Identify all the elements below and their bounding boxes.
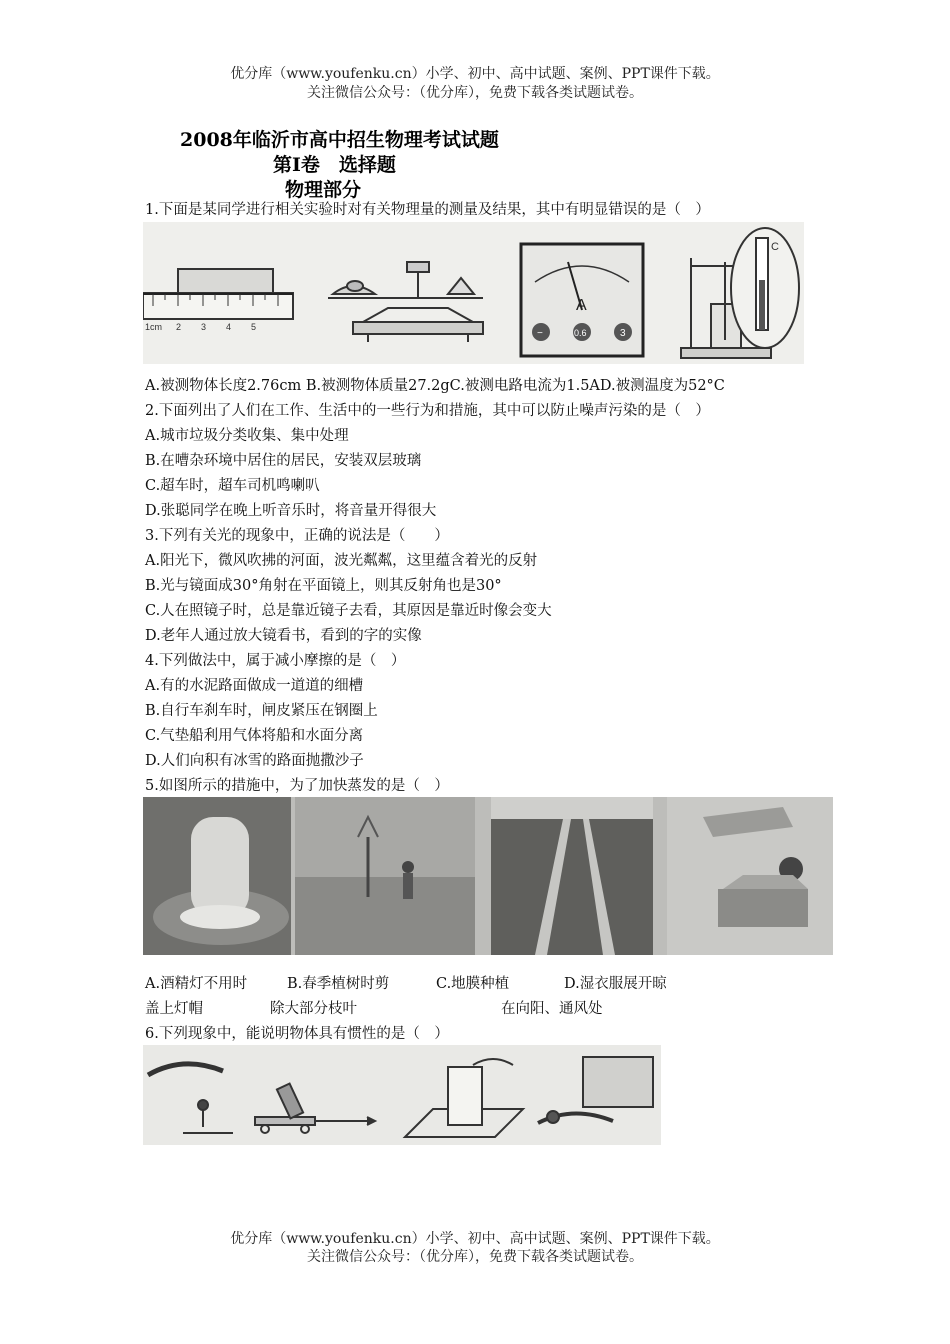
q5-option-a-line1: A.酒精灯不用时 (145, 976, 248, 992)
ammeter-terminal-label: − (537, 328, 543, 339)
q2-option-b: B.在嘈杂环境中居住的居民，安装双层玻璃 (145, 453, 422, 469)
q5-option-b-line1: B.春季植树时剪 (287, 976, 390, 992)
balance-drawing (328, 262, 483, 342)
q2-stem: 2.下面列出了人们在工作、生活中的一些行为和措施，其中可以防止噪声污染的是（ ） (145, 403, 710, 419)
q5-option-a-line2: 盖上灯帽 (145, 1001, 203, 1017)
photo-tree-planting (295, 797, 475, 955)
ammeter-unit-label: A (576, 297, 587, 314)
inertia-scene-2-cart (255, 1084, 375, 1133)
page-header-line-2: 关注微信公众号：（优分库），免费下载各类试题试卷。 (307, 85, 643, 101)
inertia-scene-3-cup (405, 1059, 523, 1137)
inertia-scene-4 (538, 1057, 653, 1123)
page-footer-line-2: 关注微信公众号：（优分库），免费下载各类试题试卷。 (307, 1249, 643, 1265)
ruler-tick-label: 1cm (145, 322, 163, 332)
q2-option-c: C.超车时，超车司机鸣喇叭 (145, 478, 320, 494)
q1-figure-instruments (143, 222, 804, 364)
thermometer-drawing (681, 228, 799, 358)
q6-stem: 6.下列现象中，能说明物体具有惯性的是（ ） (145, 1026, 449, 1042)
q4-option-d: D.人们向积有冰雪的路面抛撒沙子 (145, 753, 364, 769)
q3-stem: 3.下列有关光的现象中，正确的说法是（ ） (145, 528, 449, 544)
thermometer-unit-label: C (771, 241, 779, 253)
q2-option-a: A.城市垃圾分类收集、集中处理 (145, 428, 349, 444)
q5-figure-photos (143, 797, 833, 955)
q4-option-c: C.气垫船利用气体将船和水面分离 (145, 728, 364, 744)
q4-stem: 4.下列做法中，属于减小摩擦的是（ ） (145, 653, 406, 669)
ammeter-terminal-label: 0.6 (574, 328, 587, 338)
ruler-tick-label: 2 (176, 322, 182, 332)
ammeter-drawing (521, 244, 643, 356)
q1-options: A.被测物体长度2.76cm B.被测物体质量27.2gC.被测电路电流为1.5AD.被测温度为52°C (145, 378, 725, 394)
ruler-tick-label: 3 (201, 322, 207, 332)
q5-option-c-line1: C.地膜种植 (436, 976, 510, 992)
ruler-tick-label: 4 (226, 322, 232, 332)
ruler-tick-label: 5 (251, 322, 257, 332)
part-title: 物理部分 (285, 179, 362, 201)
q1-stem: 1.下面是某同学进行相关实验时对有关物理量的测量及结果，其中有明显错误的是（ ） (145, 202, 710, 218)
ruler-drawing (143, 269, 293, 332)
q6-figure-inertia (143, 1045, 661, 1145)
q2-option-d: D.张聪同学在晚上听音乐时，将音量开得很大 (145, 503, 437, 519)
q5-stem: 5.如图所示的措施中，为了加快蒸发的是（ ） (145, 778, 449, 794)
q3-option-a: A.阳光下，微风吹拂的河面，波光粼粼，这里蕴含着光的反射 (145, 553, 538, 569)
q3-option-d: D.老年人通过放大镜看书，看到的字的实像 (145, 628, 422, 644)
photo-alcohol-lamp (143, 797, 291, 955)
ammeter-terminal-label: 3 (620, 328, 626, 339)
q3-option-c: C.人在照镜子时，总是靠近镜子去看，其原因是靠近时像会变大 (145, 603, 552, 619)
page-header-line-1: 优分库（www.youfenku.cn）小学、初中、高中试题、案例、PPT课件下载。 (230, 66, 720, 82)
q5-option-d-line1: D.湿衣服展开晾 (564, 976, 667, 992)
q3-option-b: B.光与镜面成30°角射在平面镜上，则其反射角也是30° (145, 578, 502, 594)
q4-option-b: B.自行车刹车时，闸皮紧压在钢圈上 (145, 703, 378, 719)
q5-option-d-line2: 在向阳、通风处 (501, 1001, 603, 1017)
photo-drying-clothes (667, 797, 833, 955)
photo-plastic-film-farming (491, 797, 653, 955)
page-footer-line-1: 优分库（www.youfenku.cn）小学、初中、高中试题、案例、PPT课件下载。 (230, 1231, 720, 1247)
section-title: 第Ⅰ卷 选择题 (273, 154, 396, 176)
q4-option-a: A.有的水泥路面做成一道道的细槽 (145, 678, 364, 694)
exam-title: 2008年临沂市高中招生物理考试试题 (180, 129, 499, 151)
inertia-scene-1 (148, 1064, 233, 1133)
q5-option-b-line2: 除大部分枝叶 (270, 1001, 357, 1017)
